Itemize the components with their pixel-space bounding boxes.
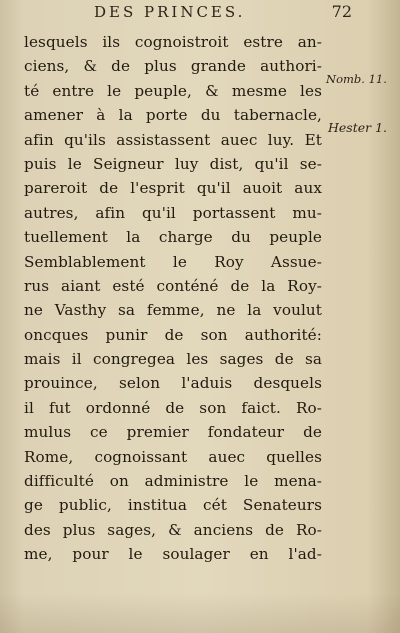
running-title: DES PRINCES. xyxy=(94,3,246,21)
text-line: amener à la porte du tabernacle, xyxy=(24,106,322,125)
text-line: ne Vasthy sa femme, ne la voulut xyxy=(24,301,322,320)
text-line: rus aiant esté conténé de la Roy- xyxy=(24,276,322,295)
text-line: mais il congregea les sages de sa xyxy=(24,350,322,369)
text-line: difficulté on administre le mena- xyxy=(24,472,322,491)
margin-note-numbers: Nomb. 11. xyxy=(326,72,387,86)
text-line: ciens, & de plus grande authori- xyxy=(24,57,322,76)
text-line: autres, afin qu'il portassent mu- xyxy=(24,203,322,222)
text-line: mulus ce premier fondateur de xyxy=(24,423,322,442)
text-line: tuellement la charge du peuple xyxy=(24,228,322,247)
text-line: puis le Seigneur luy dist, qu'il se- xyxy=(24,154,322,173)
text-line: ge public, institua cét Senateurs xyxy=(24,496,322,515)
text-line: lesquels ils cognoistroit estre an- xyxy=(24,33,322,51)
margin-note-esther: Hester 1. xyxy=(328,120,388,135)
text-line: il fut ordonné de son faict. Ro- xyxy=(24,398,322,417)
text-line: té entre le peuple, & mesme les xyxy=(24,81,322,100)
text-line: des plus sages, & anciens de Ro- xyxy=(24,520,322,539)
text-line: afin qu'ils assistassent auec luy. Et xyxy=(24,130,322,149)
page-number: 72 xyxy=(331,2,352,21)
text-line: me, pour le soulager en l'ad- xyxy=(24,545,322,564)
text-line: oncques punir de son authorité: xyxy=(24,325,322,344)
body-text xyxy=(24,30,322,567)
text-line: Semblablement le Roy Assue- xyxy=(24,252,322,271)
text-line: prouince, selon l'aduis desquels xyxy=(24,374,322,393)
text-line: Rome, cognoissant auec quelles xyxy=(24,447,322,466)
text-line: pareroit de l'esprit qu'il auoit aux xyxy=(24,179,322,198)
running-head xyxy=(24,3,364,25)
